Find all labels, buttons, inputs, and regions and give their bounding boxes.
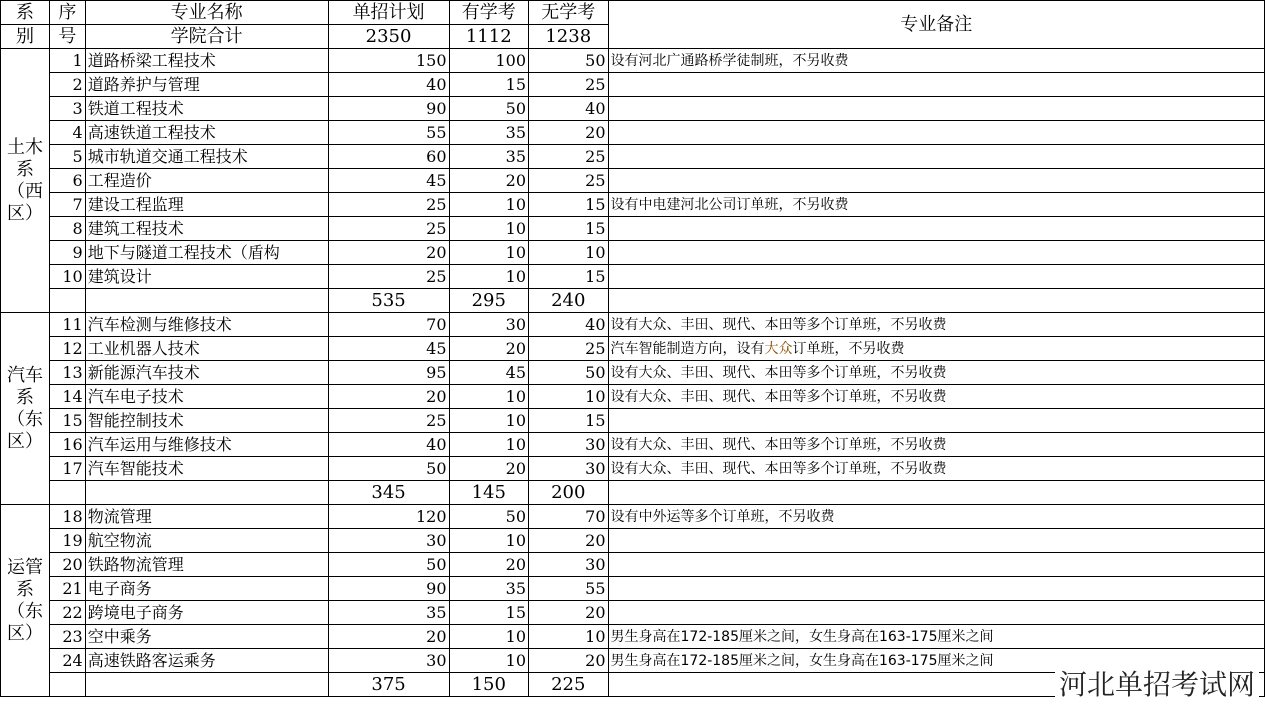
no-exam-cell: 50 [529,49,608,73]
dept-cell: 土木系（西区） [1,49,50,313]
remark-cell: 设有河北广通路桥学徒制班，不另收费 [608,49,1265,73]
major-name-cell: 电子商务 [85,577,328,601]
seq-cell: 13 [50,361,86,385]
table-row [1,505,1265,529]
plan-cell: 90 [328,97,449,121]
no-exam-cell: 50 [529,361,608,385]
with-exam-cell: 20 [449,169,528,193]
table-row [1,625,1265,649]
no-exam-cell: 20 [529,649,608,673]
no-exam-cell: 20 [529,529,608,553]
seq-cell: 11 [50,313,86,337]
plan-cell: 45 [328,169,449,193]
subtotal-no-exam: 240 [529,289,608,313]
plan-cell: 30 [328,529,449,553]
table-row [1,145,1265,169]
major-name-cell: 道路桥梁工程技术 [85,49,328,73]
subtotal-with-exam: 295 [449,289,528,313]
no-exam-cell: 40 [529,313,608,337]
subtotal-plan: 535 [328,289,449,313]
college-total-with-exam: 1112 [449,25,528,49]
header-dept-top: 系 [1,1,50,25]
remark-text-post: 订单班，不另收费 [792,340,905,357]
plan-cell: 20 [328,241,449,265]
dept-cell: 运管系（东区） [1,505,50,697]
no-exam-cell: 15 [529,265,608,289]
subtotal-plan: 375 [328,673,449,697]
plan-cell: 20 [328,625,449,649]
plan-cell: 25 [328,217,449,241]
plan-cell: 30 [328,649,449,673]
seq-cell: 3 [50,97,86,121]
plan-cell: 95 [328,361,449,385]
seq-cell: 17 [50,457,86,481]
subtotal-blank-name [85,673,328,697]
table-row [1,73,1265,97]
remark-cell: 设有大众、丰田、现代、本田等多个订单班，不另收费 [608,313,1265,337]
remark-cell: 设有中外运等多个订单班，不另收费 [608,505,1265,529]
subtotal-no-exam: 225 [529,673,608,697]
table-row [1,385,1265,409]
college-total-no-exam: 1238 [529,25,608,49]
seq-cell: 18 [50,505,86,529]
remark-cell [608,97,1265,121]
subtotal-row [1,481,1265,505]
remark-cell [608,241,1265,265]
subtotal-blank-name [85,481,328,505]
major-name-cell: 航空物流 [85,529,328,553]
table-row [1,433,1265,457]
seq-cell: 6 [50,169,86,193]
major-name-cell: 汽车智能技术 [85,457,328,481]
with-exam-cell: 50 [449,505,528,529]
remark-cell: 男生身高在172-185厘米之间，女生身高在163-175厘米之间 [608,625,1265,649]
with-exam-cell: 20 [449,553,528,577]
seq-cell: 16 [50,433,86,457]
table-row [1,529,1265,553]
subtotal-blank-name [85,289,328,313]
seq-cell: 9 [50,241,86,265]
plan-cell: 40 [328,73,449,97]
header-seq-top: 序 [50,1,86,25]
no-exam-cell: 20 [529,121,608,145]
plan-cell: 120 [328,505,449,529]
with-exam-cell: 100 [449,49,528,73]
major-name-cell: 城市轨道交通工程技术 [85,145,328,169]
remark-cell [608,217,1265,241]
no-exam-cell: 25 [529,145,608,169]
major-name-cell: 物流管理 [85,505,328,529]
watermark: 河北单招考试网 [1055,663,1259,703]
header-no-exam: 无学考 [529,1,608,25]
no-exam-cell: 15 [529,409,608,433]
plan-cell: 50 [328,553,449,577]
table-row [1,97,1265,121]
with-exam-cell: 10 [449,217,528,241]
with-exam-cell: 30 [449,313,528,337]
remark-cell [608,73,1265,97]
no-exam-cell: 20 [529,601,608,625]
with-exam-cell: 15 [449,73,528,97]
major-name-cell: 智能控制技术 [85,409,328,433]
remark-cell [608,121,1265,145]
plan-cell: 70 [328,313,449,337]
plan-cell: 35 [328,601,449,625]
no-exam-cell: 55 [529,577,608,601]
remark-cell [608,337,1265,361]
seq-cell: 15 [50,409,86,433]
header-major: 专业名称 [85,1,328,25]
table-row [1,313,1265,337]
with-exam-cell: 20 [449,337,528,361]
table-row [1,169,1265,193]
major-name-cell: 铁道工程技术 [85,97,328,121]
table-row [1,577,1265,601]
table-row [1,121,1265,145]
seq-cell: 5 [50,145,86,169]
seq-cell: 4 [50,121,86,145]
plan-cell: 90 [328,577,449,601]
subtotal-with-exam: 150 [449,673,528,697]
with-exam-cell: 10 [449,649,528,673]
no-exam-cell: 30 [529,433,608,457]
major-name-cell: 工业机器人技术 [85,337,328,361]
remark-cell: 设有大众、丰田、现代、本田等多个订单班，不另收费 [608,433,1265,457]
subtotal-blank-seq [50,673,86,697]
remark-cell [608,169,1265,193]
major-name-cell: 高速铁道工程技术 [85,121,328,145]
major-name-cell: 跨境电子商务 [85,601,328,625]
table-row [1,217,1265,241]
table-row [1,457,1265,481]
plan-cell: 40 [328,433,449,457]
college-total-label: 学院合计 [85,25,328,49]
table-row [1,601,1265,625]
with-exam-cell: 10 [449,625,528,649]
major-name-cell: 汽车电子技术 [85,385,328,409]
with-exam-cell: 35 [449,145,528,169]
remark-cell [608,265,1265,289]
with-exam-cell: 10 [449,265,528,289]
subtotal-blank-seq [50,289,86,313]
header-row-1 [1,1,1265,25]
dept-cell: 汽车系（东区） [1,313,50,505]
college-total-plan: 2350 [328,25,449,49]
with-exam-cell: 35 [449,577,528,601]
seq-cell: 19 [50,529,86,553]
major-name-cell: 新能源汽车技术 [85,361,328,385]
no-exam-cell: 70 [529,505,608,529]
remark-cell: 设有大众、丰田、现代、本田等多个订单班，不另收费 [608,361,1265,385]
table-row [1,193,1265,217]
major-name-cell: 建筑工程技术 [85,217,328,241]
seq-cell: 24 [50,649,86,673]
plan-cell: 50 [328,457,449,481]
table-row [1,49,1265,73]
seq-cell: 10 [50,265,86,289]
no-exam-cell: 10 [529,385,608,409]
plan-cell: 150 [328,49,449,73]
plan-cell: 25 [328,265,449,289]
seq-cell: 12 [50,337,86,361]
subtotal-no-exam: 200 [529,481,608,505]
with-exam-cell: 20 [449,457,528,481]
major-name-cell: 高速铁路客运乘务 [85,649,328,673]
with-exam-cell: 10 [449,241,528,265]
header-seq-bottom: 号 [50,25,86,49]
table-row [1,241,1265,265]
subtotal-row [1,289,1265,313]
plan-cell: 25 [328,409,449,433]
table-row [1,409,1265,433]
remark-cell [608,577,1265,601]
with-exam-cell: 10 [449,385,528,409]
major-name-cell: 空中乘务 [85,625,328,649]
remark-text-highlight: 大众 [764,340,793,357]
seq-cell: 21 [50,577,86,601]
with-exam-cell: 45 [449,361,528,385]
table-row [1,265,1265,289]
header-remark: 专业备注 [608,1,1265,49]
with-exam-cell: 35 [449,121,528,145]
remark-cell [608,553,1265,577]
with-exam-cell: 10 [449,409,528,433]
seq-cell: 20 [50,553,86,577]
major-name-cell: 工程造价 [85,169,328,193]
seq-cell: 7 [50,193,86,217]
seq-cell: 14 [50,385,86,409]
plan-cell: 20 [328,385,449,409]
with-exam-cell: 10 [449,193,528,217]
remark-text-pre: 汽车智能制造方向，设有 [610,340,765,357]
subtotal-with-exam: 145 [449,481,528,505]
plan-cell: 55 [328,121,449,145]
plan-cell: 60 [328,145,449,169]
major-name-cell: 建筑设计 [85,265,328,289]
major-name-cell: 汽车检测与维修技术 [85,313,328,337]
no-exam-cell: 40 [529,97,608,121]
major-name-cell: 建设工程监理 [85,193,328,217]
major-name-cell: 地下与隧道工程技术（盾构 [85,241,328,265]
major-name-cell: 汽车运用与维修技术 [85,433,328,457]
remark-cell: 男生身高在172-185厘米之间，女生身高在163-175厘米之间 [608,649,1265,673]
plan-cell: 25 [328,193,449,217]
subtotal-blank-seq [50,481,86,505]
remark-cell [608,529,1265,553]
with-exam-cell: 15 [449,601,528,625]
major-name-cell: 铁路物流管理 [85,553,328,577]
header-with-exam: 有学考 [449,1,528,25]
subtotal-blank-remark [608,481,1265,505]
major-name-cell: 道路养护与管理 [85,73,328,97]
no-exam-cell: 25 [529,337,608,361]
remark-cell: 设有大众、丰田、现代、本田等多个订单班，不另收费 [608,457,1265,481]
remark-cell [608,145,1265,169]
plan-cell: 45 [328,337,449,361]
no-exam-cell: 25 [529,73,608,97]
seq-cell: 2 [50,73,86,97]
table-row [1,361,1265,385]
with-exam-cell: 10 [449,529,528,553]
header-dept-bottom: 别 [1,25,50,49]
remark-cell: 设有大众、丰田、现代、本田等多个订单班，不另收费 [608,385,1265,409]
header-plan: 单招计划 [328,1,449,25]
subtotal-plan: 345 [328,481,449,505]
no-exam-cell: 10 [529,241,608,265]
no-exam-cell: 30 [529,457,608,481]
remark-cell [608,409,1265,433]
table-row [1,337,1265,361]
seq-cell: 23 [50,625,86,649]
no-exam-cell: 15 [529,193,608,217]
seq-cell: 8 [50,217,86,241]
seq-cell: 1 [50,49,86,73]
with-exam-cell: 10 [449,433,528,457]
with-exam-cell: 50 [449,97,528,121]
no-exam-cell: 30 [529,553,608,577]
subtotal-blank-remark [608,289,1265,313]
remark-cell: 设有中电建河北公司订单班，不另收费 [608,193,1265,217]
no-exam-cell: 25 [529,169,608,193]
remark-cell [608,601,1265,625]
no-exam-cell: 10 [529,625,608,649]
seq-cell: 22 [50,601,86,625]
table-row [1,553,1265,577]
no-exam-cell: 15 [529,217,608,241]
